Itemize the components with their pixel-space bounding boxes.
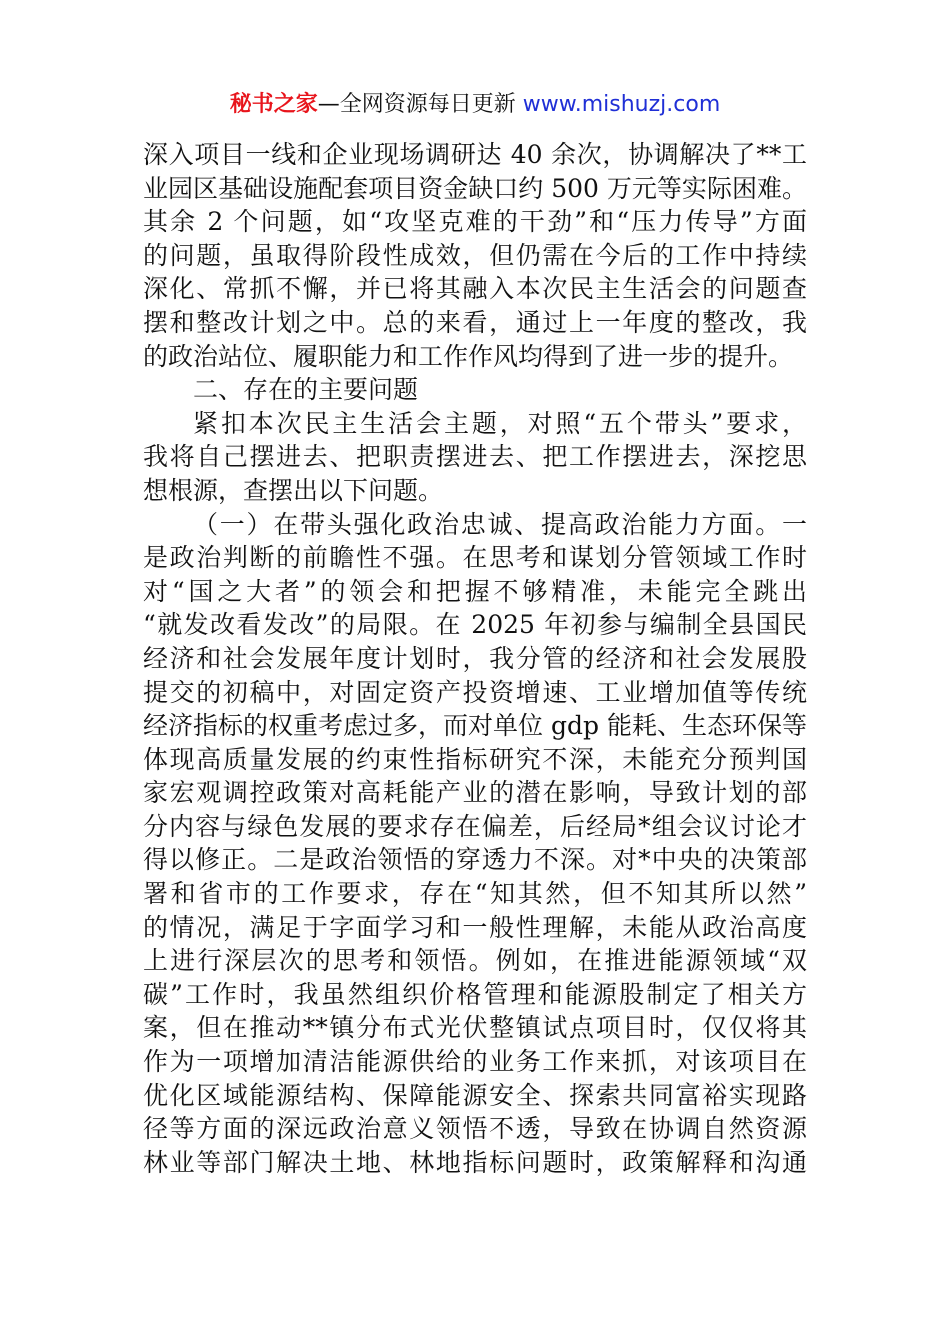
body-text-line: 碳”工作时，我虽然组织价格管理和能源股制定了相关方 (143, 979, 807, 1009)
body-text-line: 深化、常抓不懈，并已将其融入本次民主生活会的问题查 (143, 274, 807, 304)
body-text-line: 作为一项增加清洁能源供给的业务工作来抓，对该项目在 (143, 1047, 807, 1077)
body-text-line: 署和省市的工作要求，存在“知其然，但不知其所以然” (143, 879, 807, 909)
body-text-line: 其余 2 个问题，如“攻坚克难的干劲”和“压力传导”方面 (143, 207, 807, 237)
body-text-line: 林业等部门解决土地、林地指标问题时，政策解释和沟通 (143, 1147, 807, 1177)
body-text-line: 经济指标的权重考虑过多，而对单位 gdp 能耗、生态环保等 (143, 711, 807, 741)
body-text-line: 的政治站位、履职能力和工作作风均得到了进一步的提升。 (143, 341, 794, 371)
document-body (143, 138, 807, 1179)
body-text-line: 体现高质量发展的约束性指标研究不深，未能充分预判国 (143, 744, 807, 774)
body-text-line: 深入项目一线和企业现场调研达 40 余次，协调解决了**工 (143, 140, 807, 169)
header-url-link[interactable]: www.mishuzj.com (522, 92, 721, 117)
body-text-line: “就发改看发改”的局限。在 2025 年初参与编制全县国民 (143, 610, 807, 640)
body-text-line: 得以修正。二是政治领悟的穿透力不深。对*中央的决策部 (143, 845, 807, 875)
body-text-line: 对“国之大者”的领会和把握不够精准，未能完全跳出 (143, 576, 807, 606)
body-text-line: 案，但在推动**镇分布式光伏整镇试点项目时，仅仅将其 (143, 1013, 807, 1043)
page-header (0, 88, 950, 122)
body-text-line: 的情况，满足于字面学习和一般性理解，未能从政治高度 (143, 912, 807, 942)
body-text-line: 优化区域能源结构、保障能源安全、探索共同富裕实现路 (143, 1080, 807, 1110)
body-text-line: 径等方面的深远政治意义领悟不透，导致在协调自然资源 (143, 1114, 807, 1144)
body-text-line: 家宏观调控政策对高耗能产业的潜在影响，导致计划的部 (143, 778, 807, 808)
header-tagline: —全网资源每日更新 (317, 92, 523, 117)
body-text-line: 提交的初稿中，对固定资产投资增速、工业增加值等传统 (143, 677, 807, 707)
body-text-line: 摆和整改计划之中。总的来看，通过上一年度的整改，我 (143, 307, 807, 337)
body-text-line: 我将自己摆进去、把职责摆进去、把工作摆进去，深挖思 (143, 442, 807, 472)
body-text-line: 想根源，查摆出以下问题。 (143, 475, 444, 505)
body-text-line: 紧扣本次民主生活会主题，对照“五个带头”要求， (193, 408, 807, 438)
body-text-line: 是政治判断的前瞻性不强。在思考和谋划分管领域工作时 (143, 543, 807, 573)
body-text-line: 二、存在的主要问题 (193, 375, 419, 405)
body-text-line: 的问题，虽取得阶段性成效，但仍需在今后的工作中持续 (143, 240, 807, 270)
brand-name: 秘书之家 (229, 92, 318, 117)
body-text-line: 业园区基础设施配套项目资金缺口约 500 万元等实际困难。 (143, 173, 807, 203)
body-text-line: 上进行深层次的思考和领悟。例如，在推进能源领域“双 (143, 946, 807, 976)
body-text-line: 经济和社会发展年度计划时，我分管的经济和社会发展股 (143, 643, 807, 673)
body-text-line: （一）在带头强化政治忠诚、提高政治能力方面。一 (193, 509, 807, 539)
body-text-line: 分内容与绿色发展的要求存在偏差，后经局*组会议讨论才 (143, 811, 807, 841)
